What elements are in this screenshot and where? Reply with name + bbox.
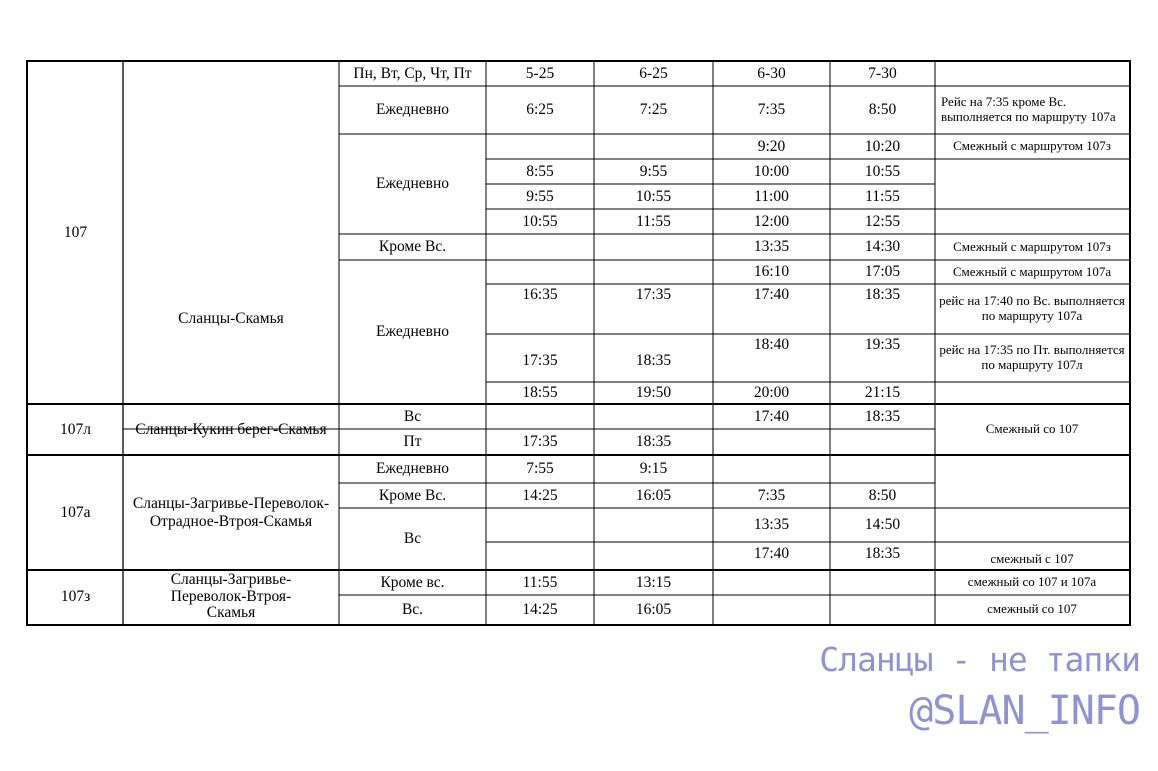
route-name: Сланцы-Кукин берег-Скамья bbox=[135, 420, 327, 438]
time-cell: 8:50 bbox=[868, 101, 897, 119]
time-cell: 17:35 bbox=[522, 352, 558, 370]
time-cell: 18:35 bbox=[635, 433, 672, 451]
note-cell: Смежный с маршрутом 107а bbox=[952, 263, 1112, 279]
note-cell: смежный с 107 bbox=[990, 551, 1074, 567]
note-cell: смежный со 107 и 107а bbox=[967, 574, 1097, 590]
time-cell: 17:40 bbox=[753, 407, 790, 425]
time-cell: 11:00 bbox=[754, 187, 789, 205]
time-cell: 14:25 bbox=[522, 600, 558, 618]
time-cell: 18:35 bbox=[864, 545, 901, 563]
route-number: 107з bbox=[60, 588, 91, 606]
time-cell: 10:20 bbox=[864, 137, 901, 155]
time-cell: 7-30 bbox=[868, 65, 897, 83]
time-cell: 11:55 bbox=[636, 212, 671, 230]
days-cell: Кроме вс. bbox=[380, 573, 445, 591]
time-cell: 14:50 bbox=[864, 516, 901, 534]
time-cell: 5-25 bbox=[525, 65, 555, 83]
time-cell: 13:35 bbox=[753, 516, 790, 534]
time-cell: 8:50 bbox=[868, 486, 897, 504]
time-cell: 17:40 bbox=[753, 286, 790, 303]
watermark-line-1: Сланцы - не тапки bbox=[819, 640, 1140, 679]
days-cell: Пт bbox=[403, 433, 422, 451]
time-cell: 18:40 bbox=[753, 336, 790, 353]
time-cell: 18:55 bbox=[522, 384, 558, 402]
route-number: 107 bbox=[63, 224, 88, 242]
time-cell: 17:35 bbox=[522, 433, 558, 451]
days-cell: Ежедневно bbox=[375, 175, 450, 193]
time-cell: 21:15 bbox=[864, 384, 901, 402]
time-cell: 10:55 bbox=[522, 212, 558, 230]
time-cell: 17:40 bbox=[753, 545, 790, 563]
time-cell: 6:25 bbox=[526, 101, 554, 119]
days-cell: Кроме Вс. bbox=[378, 238, 447, 256]
time-cell: 6-25 bbox=[639, 65, 668, 83]
time-cell: 16:05 bbox=[635, 600, 672, 618]
note-cell: рейс на 17:35 по Пт. выполняется по маршруту 107л bbox=[939, 342, 1125, 372]
days-cell: Вс. bbox=[401, 600, 424, 618]
time-cell: 18:35 bbox=[864, 286, 901, 303]
days-cell: Ежедневно bbox=[375, 101, 450, 119]
time-cell: 18:35 bbox=[864, 407, 901, 425]
route-name: Сланцы-Загривье-Переволок-Отрадное-Втроя-Скамья bbox=[132, 495, 330, 530]
route-name: Сланцы-Скамья bbox=[178, 310, 284, 328]
time-cell: 20:00 bbox=[753, 384, 790, 402]
time-cell: 14:25 bbox=[522, 486, 558, 504]
time-cell: 7:35 bbox=[757, 101, 786, 119]
time-cell: 16:05 bbox=[635, 486, 672, 504]
time-cell: 9:55 bbox=[526, 187, 554, 205]
time-cell: 9:55 bbox=[639, 162, 668, 180]
note-cell: Смежный со 107 bbox=[985, 421, 1079, 437]
time-cell: 9:15 bbox=[639, 460, 668, 478]
time-cell: 19:50 bbox=[635, 384, 672, 402]
note-cell: смежный со 107 bbox=[987, 601, 1077, 617]
days-cell: Ежедневно bbox=[375, 460, 450, 478]
route-number: 107л bbox=[60, 420, 91, 438]
watermark-line-2: @SLAN_INFO bbox=[909, 688, 1140, 734]
time-cell: 13:35 bbox=[753, 238, 790, 256]
time-cell: 7:25 bbox=[639, 101, 668, 119]
days-cell: Вс bbox=[403, 407, 422, 425]
route-name: Сланцы-Загривье-Переволок-Втроя-Скамья bbox=[170, 570, 292, 622]
time-cell: 16:10 bbox=[753, 263, 790, 281]
time-cell: 9:20 bbox=[757, 137, 786, 155]
time-cell: 7:55 bbox=[526, 460, 554, 478]
days-cell: Пн, Вт, Ср, Чт, Пт bbox=[353, 65, 472, 83]
time-cell: 12:00 bbox=[753, 212, 790, 230]
route-number: 107а bbox=[60, 503, 91, 521]
time-cell: 19:35 bbox=[864, 336, 901, 353]
days-cell: Кроме Вс. bbox=[378, 486, 447, 504]
time-cell: 18:35 bbox=[635, 352, 672, 370]
schedule-table bbox=[26, 60, 1131, 626]
time-cell: 17:35 bbox=[635, 286, 672, 303]
note-cell: Смежный с маршрутом 107з bbox=[953, 238, 1111, 254]
time-cell: 10:55 bbox=[635, 187, 672, 205]
time-cell: 11:55 bbox=[522, 573, 558, 591]
note-cell: рейс на 17:40 по Вс. выполняется по маршруту 107а bbox=[939, 293, 1125, 323]
time-cell: 16:35 bbox=[522, 286, 558, 303]
days-cell: Ежедневно bbox=[375, 323, 450, 341]
days-cell: Вс bbox=[403, 530, 422, 548]
time-cell: 6-30 bbox=[757, 65, 786, 83]
note-cell: Рейс на 7:35 кроме Вс. выполняется по маршруту 107а bbox=[941, 94, 1116, 124]
time-cell: 12:55 bbox=[864, 212, 901, 230]
time-cell: 8:55 bbox=[526, 162, 554, 180]
time-cell: 11:55 bbox=[865, 187, 900, 205]
time-cell: 10:00 bbox=[753, 162, 790, 180]
time-cell: 14:30 bbox=[864, 238, 901, 256]
time-cell: 13:15 bbox=[635, 573, 672, 591]
time-cell: 17:05 bbox=[864, 263, 901, 281]
time-cell: 10:55 bbox=[864, 162, 901, 180]
note-cell: Смежный с маршрутом 107з bbox=[953, 138, 1111, 154]
time-cell: 7:35 bbox=[757, 486, 786, 504]
